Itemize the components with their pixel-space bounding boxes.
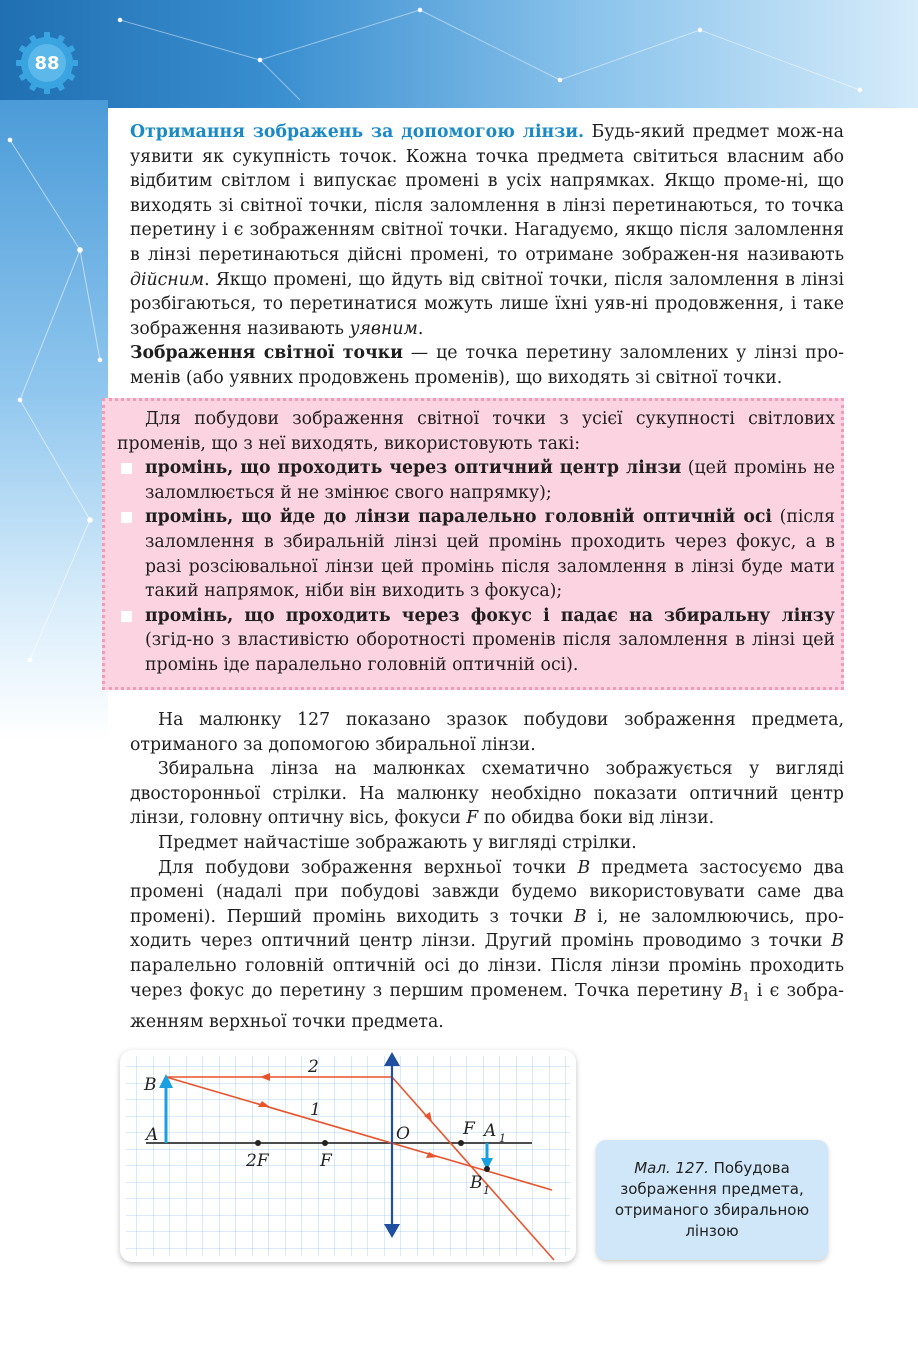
label-ray-1: 1 [310, 1100, 321, 1120]
definition-term: Зображення світної точки [130, 343, 403, 364]
figure-caption [596, 1140, 828, 1260]
point-symbol: B [729, 980, 743, 1001]
body-paragraph: На малюнку 127 показано зразок побудови зображення предмета, отриманого за допомогою збиральної лінзи. [130, 710, 844, 755]
label-A1: A [484, 1121, 497, 1141]
constellation-decoration [0, 0, 918, 108]
caption-label: Мал. 127. [634, 1159, 709, 1177]
point-symbol: B [577, 857, 591, 878]
section-heading: Отримання зображень за допомогою лінзи. [130, 122, 585, 142]
body-text: і, не заломлюючись, про-ходить через оптичний центр лінзи. Другий промінь проводимо з точки [130, 906, 844, 952]
rule-item-bold: промінь, що проходить через оптичний центр лінзи [145, 458, 682, 479]
rule-item-bold: промінь, що проходить через фокус і падає на збиральну лінзу [145, 605, 835, 626]
rule-item-text: (згід-но з властивістю оборотності променів після заломлення в лінзі цей промінь іде паралельно головній оптичній осі). [145, 630, 835, 675]
definition-paragraph [130, 341, 844, 390]
label-A1-sub: 1 [499, 1132, 506, 1145]
body-text: по обидва боки від лінзи. [478, 808, 715, 829]
body-paragraph [130, 757, 844, 831]
point-F-right [458, 1140, 464, 1146]
body-paragraph: Предмет найчастіше зображають у вигляді стрілки. [158, 832, 637, 853]
rules-box [102, 398, 844, 690]
lens-diagram [120, 1050, 576, 1262]
body-text: паралельно головній оптичній осі до лінзи. Після лінзи промінь проходить через фокус до перетину з першим променем. Точка перетину [130, 955, 844, 1001]
intro-section [130, 120, 844, 391]
point-symbol: B [831, 931, 844, 952]
bullet-square-icon [121, 611, 132, 622]
label-2F: 2F [246, 1151, 269, 1171]
rule-item-text: (цей промінь не заломлюється й не змінює свого напрямку); [145, 458, 835, 503]
label-B1-sub: 1 [483, 1184, 490, 1197]
left-margin-band [0, 100, 108, 740]
caption-text: Побудова зображення предмета, отриманого збиральною лінзою [614, 1159, 810, 1240]
body-section [130, 708, 844, 1034]
bullet-square-icon [121, 512, 132, 523]
intro-paragraph [130, 120, 844, 341]
label-O: O [396, 1124, 410, 1144]
intro-text-1: Будь-який предмет мож-на уявити як сукупність точок. Кожна точка предмета світиться власним або відбитим світлом і випускає промені в усіх напрямках. Якщо проме-ні, що виходять зі світної точки, після заломлення в лінзі перетинаються, то точка перетину і є зображенням світної точки. Нагадуємо, якщо після заломлення в лінзі перетинаються дійсні промені, то отримане зображен-ня називають [130, 122, 844, 265]
label-ray-2: 2 [308, 1057, 319, 1077]
body-paragraph [130, 856, 844, 1035]
definition-text: — це точка перетину заломлених у лінзі про-менів (або уявних продовжень променів), що виходять зі світної точки. [130, 343, 844, 388]
rules-intro: Для побудови зображення світної точки з усієї сукупності світлових променів, що з неї виходять, використовують такі: [117, 409, 835, 454]
subscript: 1 [742, 989, 750, 1003]
label-A: A [146, 1125, 159, 1145]
point-2F [255, 1140, 261, 1146]
label-F-right: F [463, 1119, 475, 1139]
intro-text-2: . Якщо промені, що йдуть від світної точки, після заломлення в лінзі розбігаються, то перетинатися можуть лише їхні уяв-ні продовження, і таке зображення називають [130, 269, 844, 339]
body-text: Збиральна лінза на малюнках схематично зображується у вигляді двосторонньої стрілки. На малюнку необхідно показати оптичний центр лінзи, головну оптичну вісь, фокуси [130, 759, 844, 829]
point-F-left [322, 1140, 328, 1146]
intro-text-3: . [417, 318, 424, 339]
point-symbol: B [573, 906, 587, 927]
real-image-term: дійсним [130, 269, 205, 290]
point-B1 [484, 1166, 490, 1172]
focus-symbol: F [466, 808, 479, 829]
label-B: B [144, 1075, 157, 1095]
page-number: 88 [34, 52, 60, 74]
label-F-left: F [320, 1151, 332, 1171]
rule-item [117, 604, 835, 678]
body-text: і є зобра-женням верхньої точки предмета. [130, 980, 845, 1032]
body-text: предмета застосуємо два промені (надалі при побудові завжди будемо використовувати саме два промені). Перший промінь виходить з точки [130, 857, 844, 927]
grid-background [126, 1056, 570, 1256]
body-text: Для побудови зображення верхньої точки [158, 857, 578, 878]
rule-item-text: (після заломлення в збиральній лінзі цей промінь проходить через фокус, а в разі розсіювальної лінзи цей промінь після заломлення в лінзі буде мати такий напрямок, ніби він виходить з фокуса); [145, 507, 835, 602]
rule-item [117, 456, 835, 505]
constellation-decoration-left [0, 100, 108, 740]
rule-item [117, 505, 835, 603]
virtual-image-term: уявним [349, 318, 418, 339]
label-B1: B [470, 1173, 483, 1193]
bullet-square-icon [121, 463, 132, 474]
lens-diagram-svg [120, 1050, 576, 1262]
page-header-band [0, 0, 918, 108]
rule-item-bold: промінь, що йде до лінзи паралельно головній оптичній осі [145, 507, 772, 528]
